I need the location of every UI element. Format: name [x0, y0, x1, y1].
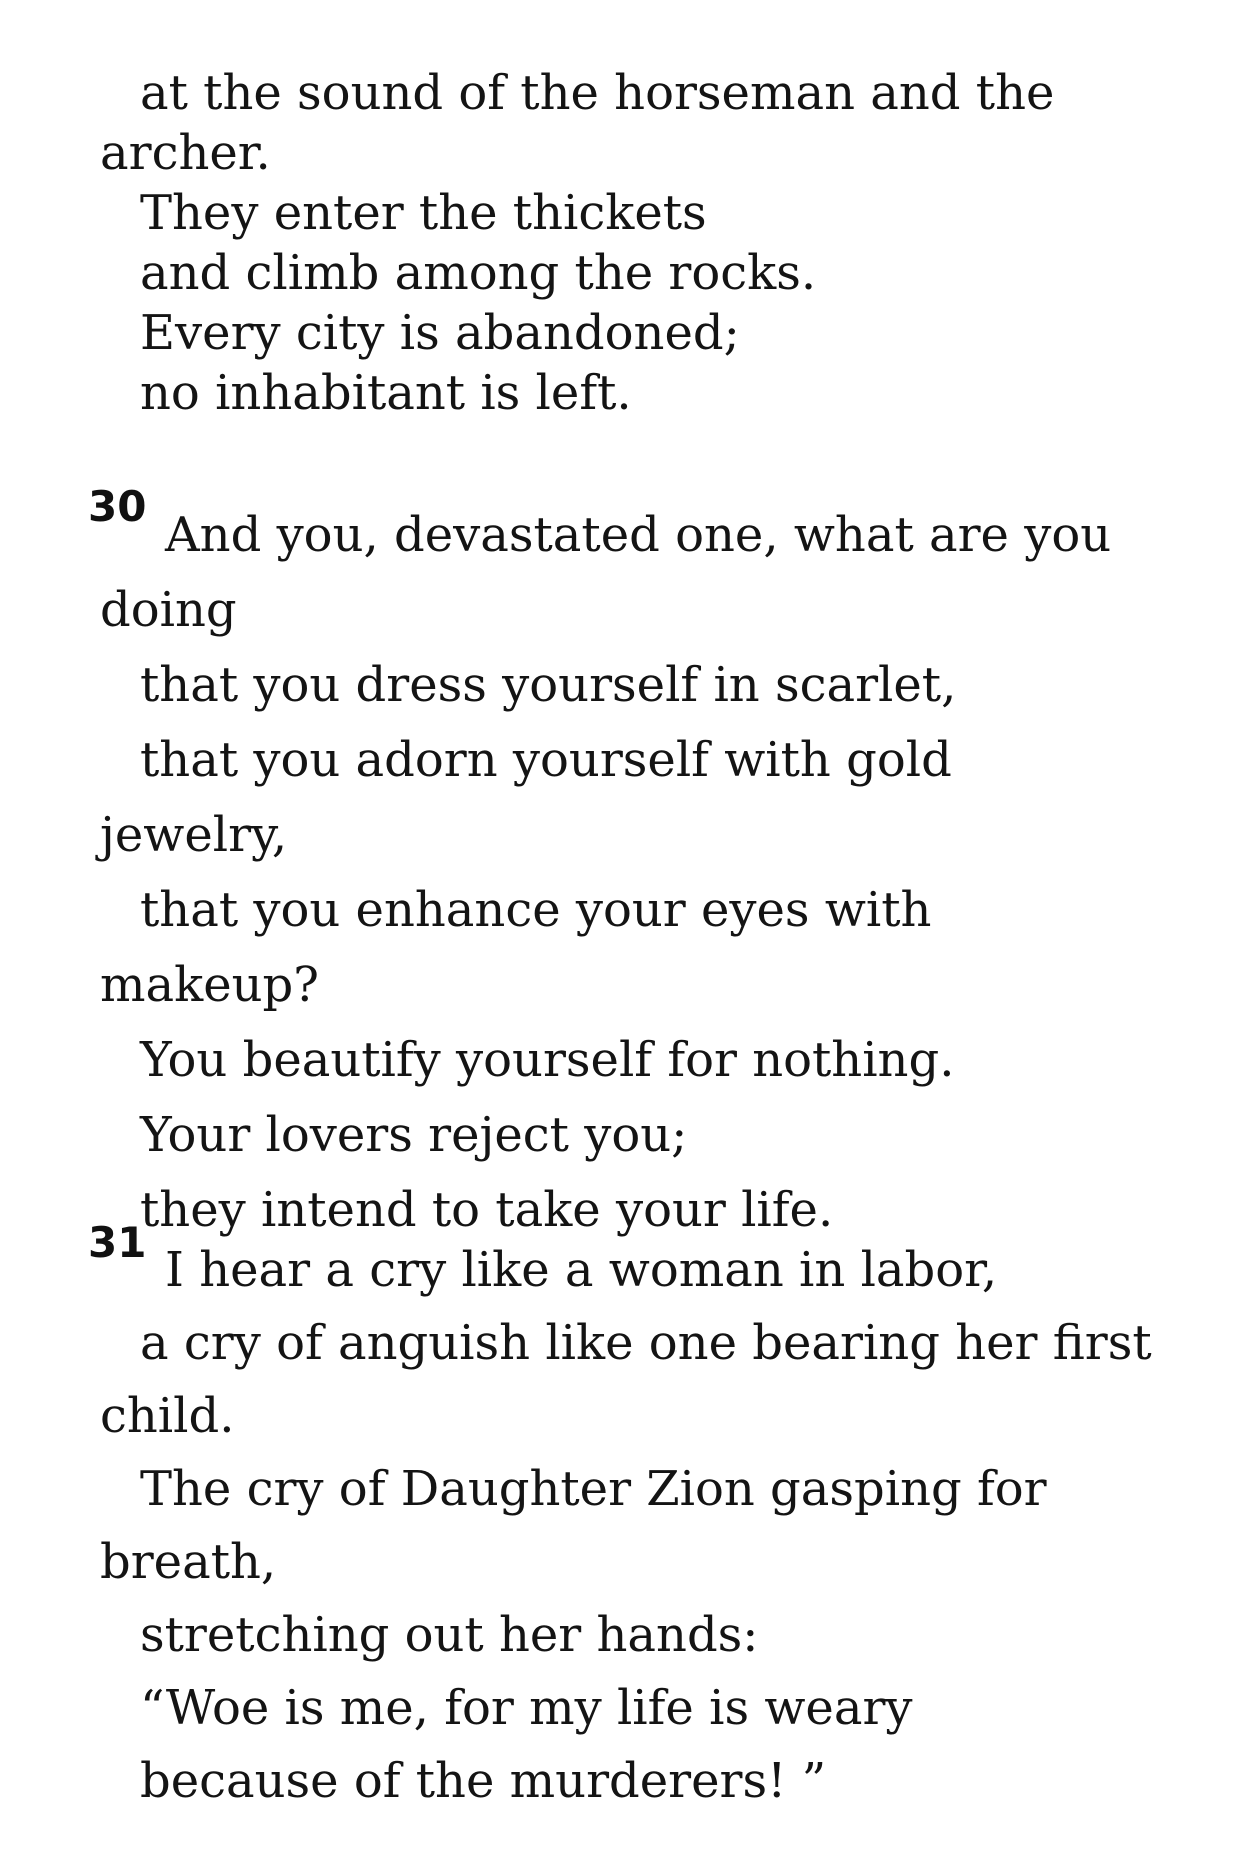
- verse-number: 31: [88, 1218, 147, 1267]
- text-line: Your lovers reject you;: [140, 1107, 688, 1163]
- text-line: jewelry,: [100, 807, 288, 863]
- text-line: at the sound of the horseman and the: [140, 65, 1055, 121]
- text-line: and climb among the rocks.: [140, 245, 817, 301]
- text-line: I hear a cry like a woman in labor,: [165, 1242, 998, 1298]
- text-line: that you adorn yourself with gold: [140, 732, 952, 788]
- text-line: doing: [100, 582, 237, 638]
- text-line: that you dress yourself in scarlet,: [140, 657, 957, 713]
- text-line: You beautify yourself for nothing.: [140, 1032, 955, 1088]
- verse-number: 30: [88, 482, 147, 531]
- text-line: a cry of anguish like one bearing her first: [140, 1315, 1152, 1371]
- text-line: because of the murderers! ”: [140, 1753, 827, 1809]
- text-line: And you, devastated one, what are you: [165, 507, 1112, 563]
- text-line: “Woe is me, for my life is weary: [140, 1680, 913, 1736]
- text-line: that you enhance your eyes with: [140, 882, 932, 938]
- text-line: they intend to take your life.: [140, 1182, 834, 1238]
- text-line: breath,: [100, 1534, 277, 1590]
- text-line: child.: [100, 1388, 235, 1444]
- text-line: archer.: [100, 125, 271, 181]
- text-line: The cry of Daughter Zion gasping for: [140, 1461, 1047, 1517]
- text-line: stretching out her hands:: [140, 1607, 759, 1663]
- text-line: no inhabitant is left.: [140, 365, 632, 421]
- text-line: They enter the thickets: [140, 185, 707, 241]
- text-line: Every city is abandoned;: [140, 305, 740, 361]
- text-line: makeup?: [100, 957, 319, 1013]
